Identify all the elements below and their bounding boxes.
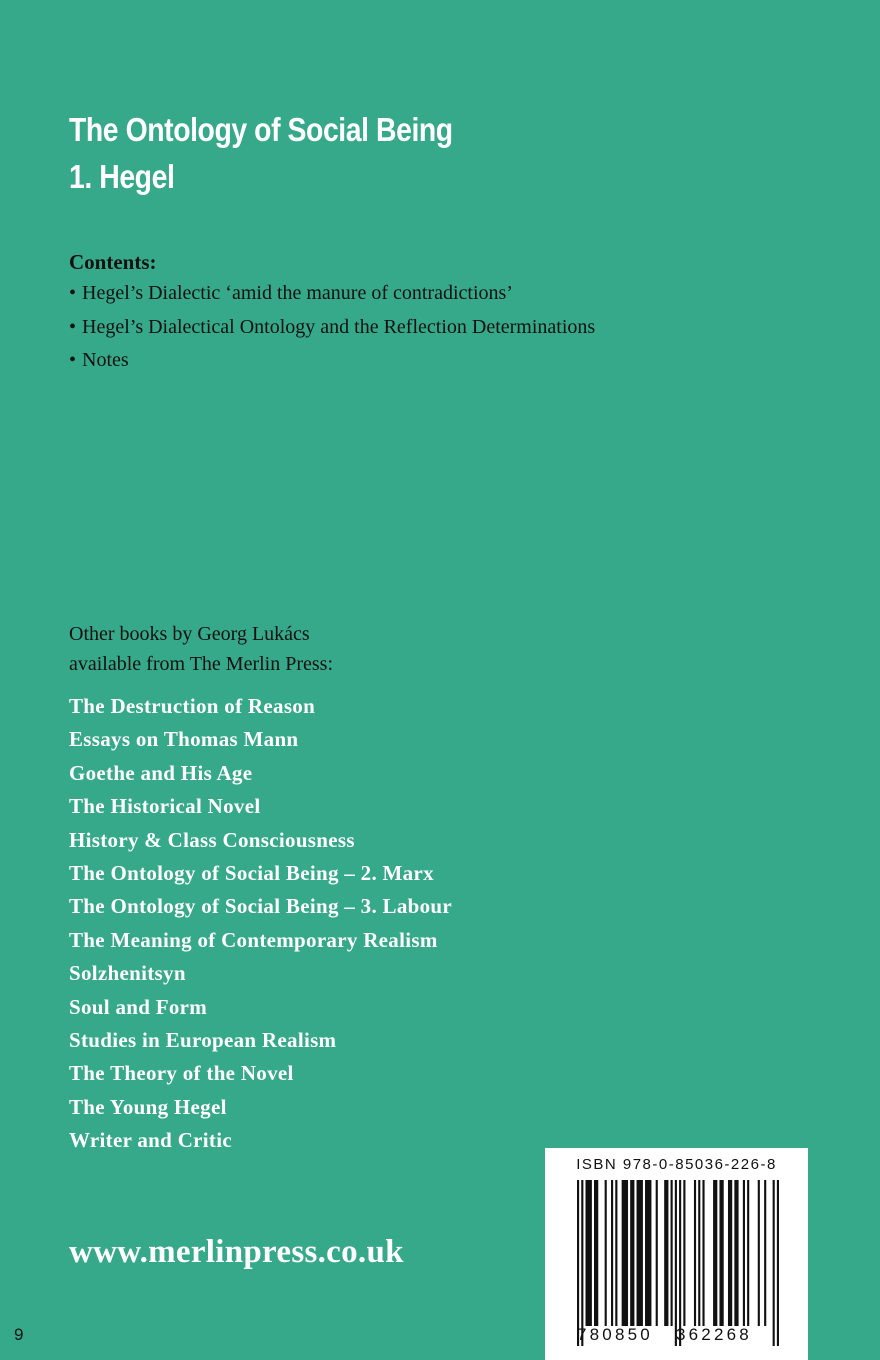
bullet-icon: • <box>69 349 77 371</box>
barcode-bar <box>656 1180 658 1326</box>
other-books-intro <box>69 619 333 679</box>
barcode-guard-bar <box>777 1180 779 1346</box>
book-list-item: Studies in European Realism <box>69 1028 337 1053</box>
isbn-label: ISBN 978-0-85036-226-8 <box>576 1156 777 1173</box>
barcode-bar <box>734 1180 738 1326</box>
barcode-bar <box>713 1180 717 1326</box>
book-list-item: The Meaning of Contemporary Realism <box>69 927 438 952</box>
barcode-guard-bar <box>773 1180 775 1346</box>
barcode-bar <box>683 1180 685 1326</box>
barcode-bar <box>630 1180 634 1326</box>
barcode-bar <box>622 1180 628 1326</box>
book-list-item: The Ontology of Social Being – 3. Labour <box>69 894 453 919</box>
barcode-bar <box>637 1180 643 1326</box>
publisher-website: www.merlinpress.co.uk <box>69 1234 404 1270</box>
barcode-guard-bar <box>577 1180 579 1346</box>
book-list-item: Solzhenitsyn <box>69 961 186 986</box>
barcode-bar <box>664 1180 668 1326</box>
book-list-item: History & Class Consciousness <box>69 827 355 852</box>
barcode-guard-bar <box>581 1180 583 1346</box>
book-list-item: The Ontology of Social Being – 2. Marx <box>69 861 434 886</box>
barcode-bars <box>577 1180 779 1348</box>
barcode-bar <box>698 1180 700 1326</box>
barcode-bar <box>605 1180 607 1326</box>
book-list-item: The Theory of the Novel <box>69 1061 294 1086</box>
contents-item: • Hegel’s Dialectical Ontology and the Reflection Determinations <box>69 315 596 338</box>
contents-list <box>69 277 595 378</box>
barcode-bar <box>611 1180 613 1326</box>
book-list-item: Soul and Form <box>69 994 208 1019</box>
book-list-item: Writer and Critic <box>69 1128 232 1153</box>
barcode-bar <box>764 1180 766 1326</box>
barcode-bar <box>645 1180 651 1326</box>
barcode-bar <box>671 1180 673 1326</box>
book-list-item: The Young Hegel <box>69 1094 227 1119</box>
book-title <box>69 106 453 200</box>
title-line-2: 1. Hegel <box>69 158 175 195</box>
barcode-bar <box>586 1180 592 1326</box>
barcode-bar <box>594 1180 598 1326</box>
contents-item: • Hegel’s Dialectic ‘amid the manure of contradictions’ <box>69 282 513 304</box>
other-books-intro-line-1: Other books by Georg Lukács <box>69 623 310 645</box>
barcode-guard-bar <box>675 1180 677 1346</box>
book-list-item: The Historical Novel <box>69 794 261 819</box>
barcode-bar <box>747 1180 749 1326</box>
contents-heading: Contents: <box>69 250 157 274</box>
barcode-bar <box>728 1180 732 1326</box>
barcode-bar <box>702 1180 704 1326</box>
barcode-bar <box>758 1180 760 1326</box>
contents-item: • Notes <box>69 349 129 371</box>
barcode-bar <box>719 1180 723 1326</box>
barcode-guard-bar <box>679 1180 681 1346</box>
title-line-1: The Ontology of Social Being <box>69 111 453 148</box>
barcode-digit-first: 9 <box>14 1325 24 1344</box>
barcode-bar <box>694 1180 696 1326</box>
other-books-intro-line-2: available from The Merlin Press: <box>69 653 334 675</box>
bullet-icon: • <box>69 282 77 304</box>
contents-section <box>69 247 595 378</box>
book-list-item: The Destruction of Reason <box>69 694 316 718</box>
barcode-digits-left: 780850 <box>577 1325 653 1344</box>
barcode-digits-right: 362268 <box>676 1325 752 1344</box>
book-list-item: Essays on Thomas Mann <box>69 727 299 752</box>
barcode-bar <box>743 1180 745 1326</box>
other-books-list <box>69 690 452 1158</box>
barcode-bar <box>615 1180 617 1326</box>
book-list-item: Goethe and His Age <box>69 760 253 785</box>
bullet-icon: • <box>69 315 77 338</box>
